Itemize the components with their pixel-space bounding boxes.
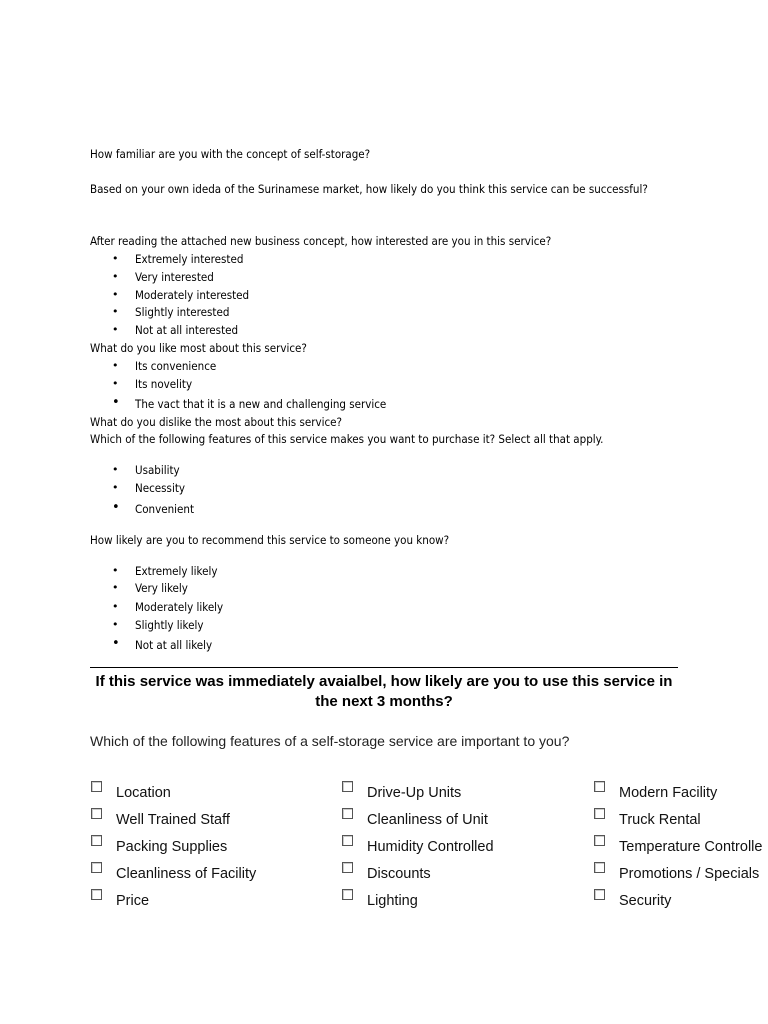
option-extremely-interested: Extremely interested — [135, 252, 244, 266]
checkbox-security[interactable] — [594, 889, 605, 900]
question-important-features: Which of the following features of a self-storage service are important to you? — [90, 733, 570, 749]
bullet-icon: • — [112, 636, 120, 651]
checkbox-humidity-controlled[interactable] — [342, 835, 353, 846]
option-moderately-interested: Moderately interested — [135, 288, 250, 302]
checkbox-label-price: Price — [116, 893, 150, 909]
option-moderately-likely: Moderately likely — [135, 600, 224, 614]
question-dislike-most: What do you dislike the most about this service? — [90, 415, 343, 429]
option-convenient: Convenient — [135, 502, 195, 516]
bullet-icon: • — [112, 377, 119, 390]
option-very-likely: Very likely — [135, 581, 188, 595]
option-slightly-likely: Slightly likely — [135, 618, 204, 632]
checkbox-label-cleanliness-unit: Cleanliness of Unit — [367, 812, 488, 828]
question-recommend: How likely are you to recommend this service to someone you know? — [90, 533, 450, 547]
checkbox-label-temperature-controlled: Temperature Controlle — [619, 839, 763, 855]
question-interest: After reading the attached new business concept, how interested are you in this service? — [90, 234, 552, 248]
bullet-icon: • — [112, 500, 120, 515]
checkbox-label-promotions-specials: Promotions / Specials — [619, 866, 760, 882]
option-extremely-likely: Extremely likely — [135, 564, 218, 578]
checkbox-lighting[interactable] — [342, 889, 353, 900]
option-very-interested: Very interested — [135, 270, 214, 284]
bullet-icon: • — [112, 600, 119, 613]
option-slightly-interested: Slightly interested — [135, 305, 230, 319]
bullet-icon: • — [112, 288, 119, 301]
bullet-icon: • — [112, 359, 119, 372]
option-not-interested: Not at all interested — [135, 323, 239, 337]
checkbox-label-drive-up-units: Drive-Up Units — [367, 785, 462, 801]
option-novelty: Its novelity — [135, 377, 193, 391]
checkbox-label-packing-supplies: Packing Supplies — [116, 839, 228, 855]
checkbox-label-cleanliness-facility: Cleanliness of Facility — [116, 866, 257, 882]
bullet-icon: • — [112, 252, 119, 265]
checkbox-drive-up-units[interactable] — [342, 781, 353, 792]
bullet-icon: • — [112, 481, 119, 494]
option-usability: Usability — [135, 463, 180, 477]
bullet-icon: • — [112, 270, 119, 283]
checkbox-packing-supplies[interactable] — [91, 835, 102, 846]
option-new-challenging: The vact that it is a new and challenging service — [135, 397, 387, 411]
checkbox-well-trained-staff[interactable] — [91, 808, 102, 819]
horizontal-divider — [90, 667, 678, 668]
bullet-icon: • — [112, 305, 119, 318]
checkbox-label-discounts: Discounts — [367, 866, 431, 882]
checkbox-label-lighting: Lighting — [367, 893, 418, 909]
question-purchase-features: Which of the following features of this service makes you want to purchase it? Select all that apply. — [90, 432, 604, 446]
checkbox-label-well-trained-staff: Well Trained Staff — [116, 812, 230, 828]
checkbox-cleanliness-facility[interactable] — [91, 862, 102, 873]
checkbox-modern-facility[interactable] — [594, 781, 605, 792]
checkbox-cleanliness-unit[interactable] — [342, 808, 353, 819]
bullet-icon: • — [112, 581, 119, 594]
bullet-icon: • — [112, 395, 120, 410]
bullet-icon: • — [112, 463, 119, 476]
checkbox-truck-rental[interactable] — [594, 808, 605, 819]
option-necessity: Necessity — [135, 481, 185, 495]
section-heading: If this service was immediately avaialbel, how likely are you to use this service in the next 3 months? — [95, 673, 673, 710]
checkbox-location[interactable] — [91, 781, 102, 792]
question-like-most: What do you like most about this service? — [90, 341, 307, 355]
checkbox-label-location: Location — [116, 785, 171, 801]
question-success-likelihood: Based on your own ideda of the Surinamese market, how likely do you think this service can be successful? — [90, 182, 648, 196]
checkbox-price[interactable] — [91, 889, 102, 900]
question-familiarity: How familiar are you with the concept of self-storage? — [90, 147, 371, 161]
checkbox-promotions-specials[interactable] — [594, 862, 605, 873]
bullet-icon: • — [112, 323, 119, 336]
checkbox-label-modern-facility: Modern Facility — [619, 785, 718, 801]
bullet-icon: • — [112, 564, 119, 577]
checkbox-label-security: Security — [619, 893, 672, 909]
option-not-likely: Not at all likely — [135, 638, 213, 652]
checkbox-label-humidity-controlled: Humidity Controlled — [367, 839, 494, 855]
checkbox-discounts[interactable] — [342, 862, 353, 873]
checkbox-temperature-controlled[interactable] — [594, 835, 605, 846]
option-convenience: Its convenience — [135, 359, 217, 373]
bullet-icon: • — [112, 618, 119, 631]
checkbox-label-truck-rental: Truck Rental — [619, 812, 701, 828]
